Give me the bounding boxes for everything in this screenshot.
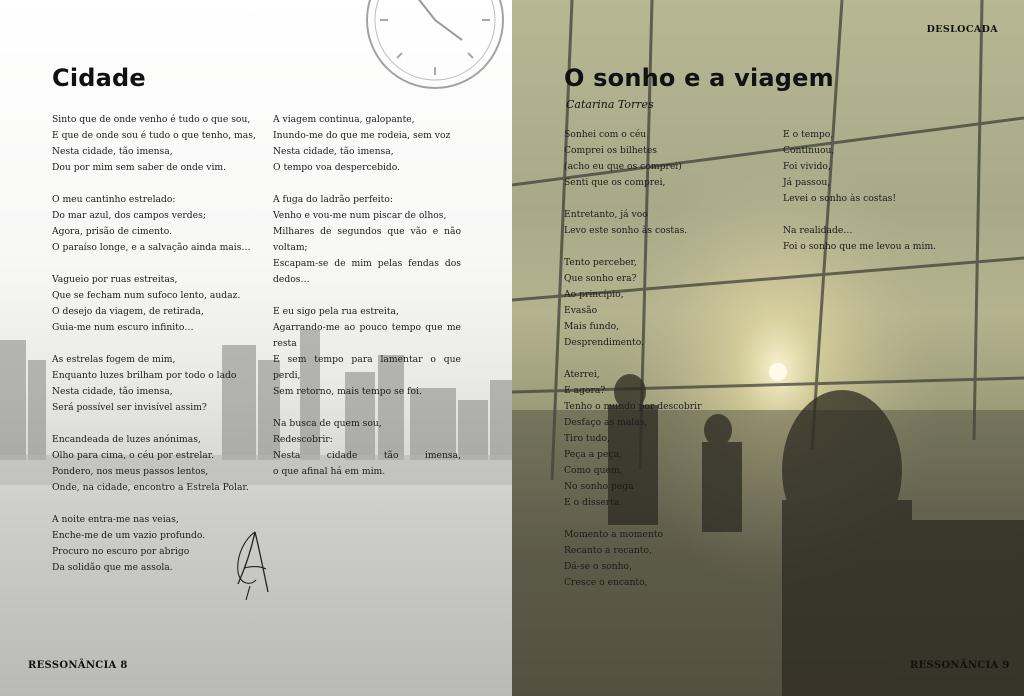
right-page [512,0,1024,696]
poem-line: Procuro no escuro por abrigo [52,546,190,557]
poem-line: Escapam-se de mim pelas fendas dos [273,258,461,269]
poem-line: Tento perceber, [564,257,637,268]
poem-line: Senti que os comprei, [564,177,666,188]
poem-line: Peça a peça, [564,449,623,460]
poem-line: Mais fundo, [564,321,620,332]
poem-line: O paraíso longe, e a salvação ainda mais… [52,242,251,253]
poem-line: Momento a momento [564,529,664,540]
poem-line: Ao princípio, [564,289,624,300]
poem-line: Evasão [564,305,598,316]
section-tag: DESLOCADA [926,24,998,35]
poem-line: Agarrando-me ao pouco tempo que me [273,322,461,333]
poem-line: E agora? [564,385,606,396]
stanza [52,112,262,176]
poem-line: No sonho pega [564,481,634,492]
stanza [564,207,764,239]
sun-glare [769,363,787,381]
poem-line: Guia-me num escuro infinito… [52,322,194,333]
poem-line: O meu cantinho estrelado: [52,194,176,205]
poem-line: Encandeada de luzes anónimas, [52,434,201,445]
poem-line: Nesta cidade, tão imensa, [52,386,173,397]
poem-line: o que afinal há em mim. [273,466,386,477]
poem-line: Redescobrir: [273,434,333,445]
poem-line: As estrelas fogem de mim, [52,354,176,365]
poem-line: dedos… [273,274,310,285]
stanza [273,304,461,400]
poem-line: Nesta cidade, tão imensa, [273,146,394,157]
page-footer: RESSONÂNCIA 8 [28,660,128,671]
stanza [273,112,461,176]
poem-line: E que de onde sou é tudo o que tenho, mas, [52,130,256,141]
stanza [52,192,262,256]
stanza [52,272,262,336]
poem-title: Cidade [52,64,146,92]
poem-line: Foi vivido, [783,161,831,172]
poem-line: Enche-me de um vazio profundo. [52,530,206,541]
poem-column-2 [783,127,983,271]
poem-line: Enquanto luzes brilham por todo o lado [52,370,237,381]
poem-line: voltam; [273,242,308,253]
stanza [564,367,764,511]
poem-line: Comprei os bilhetes [564,145,657,156]
stanza [52,432,262,496]
poem-line: Na realidade… [783,225,853,236]
poem-line: Que sonho era? [564,273,637,284]
stanza [273,416,461,480]
poem-line: resta [273,338,297,349]
poem-line: Que se fecham num sufoco lento, audaz. [52,290,241,301]
poem-line: A fuga do ladrão perfeito: [273,194,393,205]
poem-line: Desfaço as malas, [564,417,648,428]
poem-line: Da solidão que me assola. [52,562,173,573]
poem-line: O tempo voa despercebido. [273,162,401,173]
poem-line: Sonhei com o céu [564,129,647,140]
poem-line: Como quem, [564,465,623,476]
poem-column-2 [273,112,461,496]
poem-line: E o tempo, [783,129,834,140]
stanza [783,223,983,255]
poem-line: Entretanto, já voo [564,209,648,220]
poem-line: Sinto que de onde venho é tudo o que sou, [52,114,251,125]
poem-line: Vagueio por ruas estreitas, [52,274,178,285]
clock-illustration [367,0,503,88]
poem-line: Continuou, [783,145,835,156]
poem-line: Levo este sonho às costas. [564,225,688,236]
poem-line: Pondero, nos meus passos lentos, [52,466,209,477]
poem-line: Venho e vou-me num piscar de olhos, [273,210,447,221]
poem-line: Será possível ser invisível assim? [52,402,207,413]
poem-line: E o disserta. [564,497,623,508]
poem-line: A viagem continua, galopante, [273,114,415,125]
poem-line: Aterrei, [564,369,600,380]
poem-line: (acho eu que os comprei) [564,161,682,172]
poem-line: Dá-se o sonho, [564,561,633,572]
poem-line: Recanto a recanto, [564,545,652,556]
poem-line: O desejo da viagem, de retirada, [52,306,204,317]
poem-line: Tenho o mundo por descobrir [564,401,702,412]
poem-line: Milhares de segundos que vão e não [273,226,461,237]
poem-line: Inundo-me do que me rodeia, sem voz [273,130,451,141]
poem-line: Já passou, [783,177,831,188]
poem-line: Agora, prisão de cimento. [52,226,172,237]
poem-line: E sem tempo para lamentar o que perdi, [273,354,461,381]
poem-line: Levei o sonho às costas! [783,193,897,204]
poem-line: Nesta cidade tão imensa, [273,450,461,461]
stanza [564,255,764,351]
stanza [52,352,262,416]
handwritten-signature [228,526,276,604]
poem-author: Catarina Torres [566,98,654,111]
poem-line: A noite entra-me nas veias, [52,514,179,525]
poem-line: Onde, na cidade, encontro a Estrela Polar. [52,482,249,493]
poem-line: Cresce o encanto, [564,577,648,588]
poem-line: Sem retorno, mais tempo se foi. [273,386,422,397]
poem-column-1 [564,127,764,607]
poem-line: Tiro tudo, [564,433,610,444]
poem-column-1 [52,112,262,592]
stanza [273,192,461,288]
stanza [564,127,764,191]
poem-line: Na busca de quem sou, [273,418,382,429]
poem-line: Do mar azul, dos campos verdes; [52,210,206,221]
poem-line: Dou por mim sem saber de onde vim. [52,162,227,173]
poem-line: E eu sigo pela rua estreita, [273,306,399,317]
poem-line: Desprendimento. [564,337,645,348]
poem-line: Nesta cidade, tão imensa, [52,146,173,157]
stanza [564,527,764,591]
poem-line: Foi o sonho que me levou a mim. [783,241,937,252]
page-footer: RESSONÂNCIA 9 [910,660,1010,671]
stanza [783,127,983,207]
poem-title: O sonho e a viagem [564,64,834,92]
poem-line: Olho para cima, o céu por estrelar. [52,450,215,461]
